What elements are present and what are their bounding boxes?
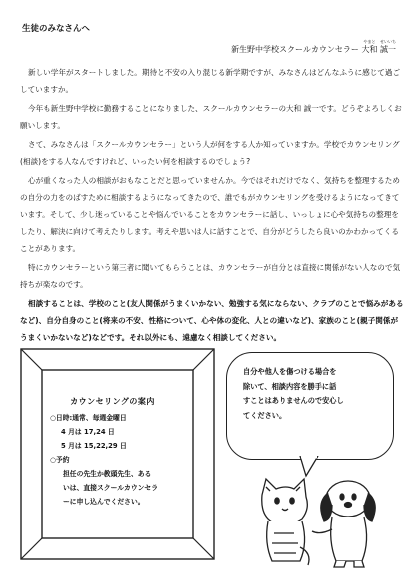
sender-surname xyxy=(361,39,378,54)
notice-may: 5 月は 15,22,29 日 xyxy=(61,442,127,450)
mascots-illustration xyxy=(250,465,390,575)
notice-reservation-line-1: 担任の先生か教頭先生、ある xyxy=(63,470,152,478)
dog-icon xyxy=(312,481,375,567)
sender-surname-text: 大和 xyxy=(361,45,378,54)
notice-schedule: ○日時:通常、毎週金曜日 xyxy=(50,414,127,422)
paragraph-3: さて、みなさんは「スクールカウンセラー」という人が何をする人か知っていますか。学校でカウンセリング(相談)をする人なんですけれど、いったい何を相談するのでしょう? xyxy=(20,140,400,166)
notice-april: 4 月は 17,24 日 xyxy=(61,428,115,436)
sender-given-text: 誠一 xyxy=(380,45,396,54)
notice-reservation-line-3: ーに申し込んでください。 xyxy=(63,498,145,506)
paragraph-4: 心が重くなった人の相談がおもなことだと思っていませんか。今ではそれだけでなく、気持ちを整理するための自分の力をのばすために相談するようになってきたので、誰でもがカウンセリングを受けるようになってきています。そして、少し迷っていることや悩んでいることをカウンセラーに話し、いっしょに心や気持ちの整理をしたり、解決に向けて考えたりします。考えや思いは人に話すことで、自分がどうしたら良いのかわかってくることがあります。 xyxy=(20,176,400,253)
notice-title: カウンセリングの案内 xyxy=(70,397,155,406)
greeting: 生徒のみなさんへ xyxy=(22,24,90,34)
sender-school: 新生野中学校スクールカウンセラー xyxy=(231,45,359,54)
sender-line xyxy=(231,39,396,55)
sender-given-name xyxy=(380,39,396,54)
letter-body xyxy=(20,64,404,348)
paragraph-1: 新しい学年がスタートしました。期待と不安の入り混じる新学期ですが、みなさんはどんなふうに感じて過ごしていますか。 xyxy=(20,68,401,94)
bubble-line-4: てください。 xyxy=(243,410,287,420)
sender-given-ruby: せいいち xyxy=(380,39,396,44)
bubble-line-2: 除いて、相談内容を勝手に話 xyxy=(243,381,337,391)
cat-icon xyxy=(262,479,309,565)
notice-reservation: ○予約 xyxy=(50,456,70,464)
speech-bubble xyxy=(226,352,394,460)
counseling-notice xyxy=(50,395,175,509)
bubble-line-1: 自分や他人を傷つける場合を xyxy=(243,367,337,376)
sender-surname-ruby: やまと xyxy=(363,39,376,44)
notice-reservation-line-2: いは、直接スクールカウンセラ xyxy=(63,484,159,492)
bubble-line-3: すことはありませんので安心し xyxy=(243,396,344,405)
paragraph-6: 相談することは、学校のこと(友人関係がうまくいかない、勉強する気にならない、クラブのことで悩みがあるなど)、自分自身のこと(将来の不安、性格について、心や体の変化、人との違いなど)、家族のこと(親子関係がうまくいかないなど)などです。それ以外にも、遠慮なく相談してください。 xyxy=(20,299,404,342)
paragraph-5: 特にカウンセラーという第三者に聞いてもらうことは、カウンセラーが自分とは直接に関係がない人なので気持ちが楽なのです。 xyxy=(20,263,401,289)
paragraph-2: 今年も新生野中学校に勤務することになりました、スクールカウンセラーの大和 誠一です。どうぞよろしくお願いします。 xyxy=(20,104,402,130)
